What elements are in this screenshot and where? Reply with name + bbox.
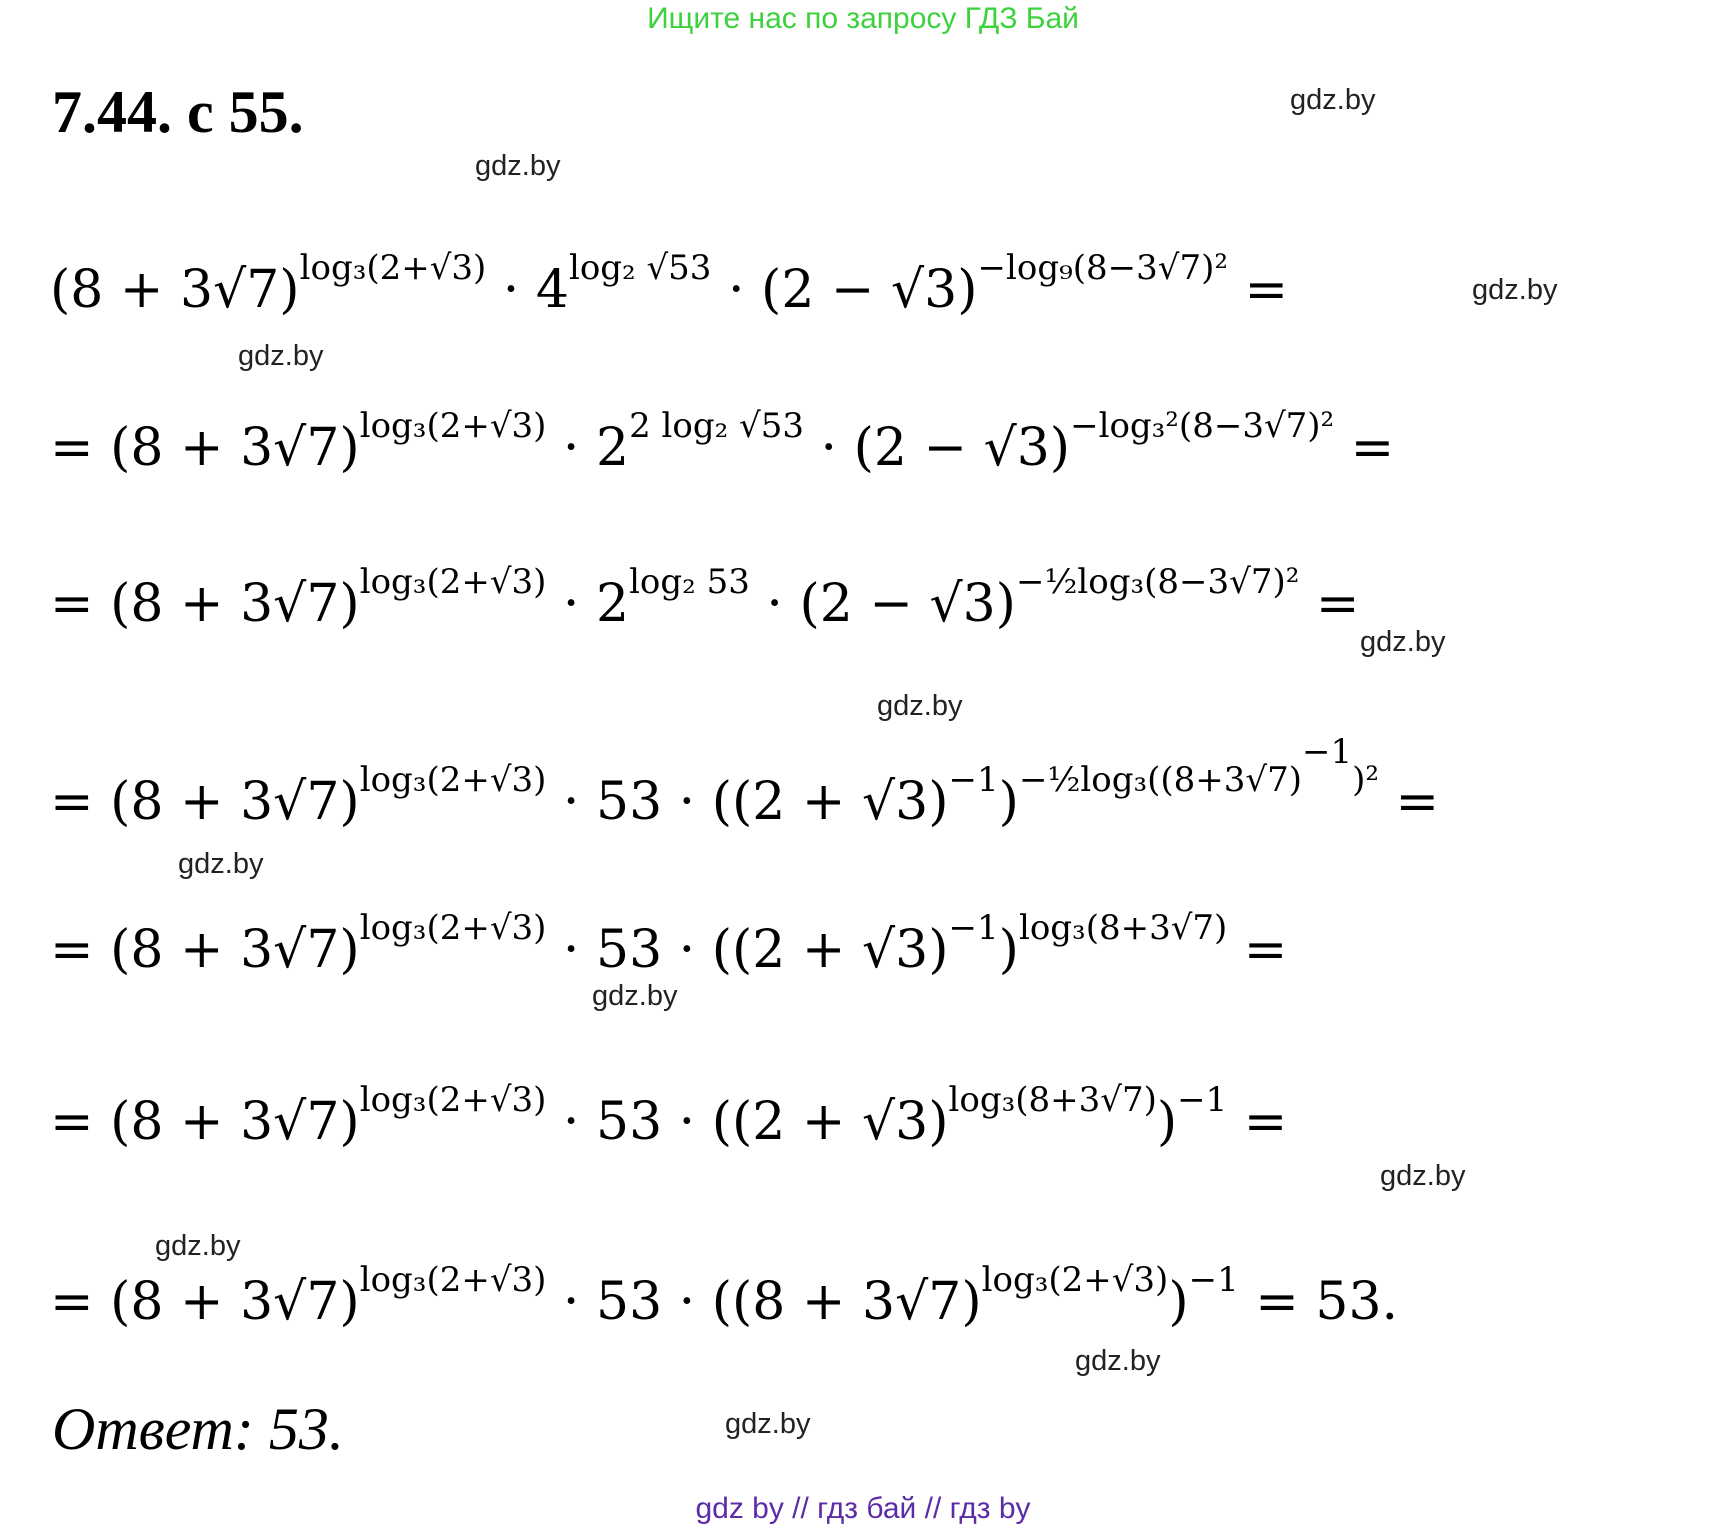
watermark: gdz.by [592, 980, 678, 1012]
equation-line-4: = $(8 + 3√7)^{log_3(2+√3)} \cdot 53 \cdot ((2 + √3)^{-1})^{-\frac{1}{2}log_3((8+3√7)^{-1})^2}$ = [50, 732, 1440, 832]
watermark: gdz.by [1360, 626, 1446, 658]
watermark: gdz.by [1290, 84, 1376, 116]
equation-line-2: = $(8 + 3√7)^{log_3(2+√3)} \cdot 2^{2 log_2 √53} \cdot (2 - √3)^{-log_3^2(8-3√7)^2}$ = [50, 406, 1395, 478]
equation-line-7: = $(8 + 3√7)^{log_3(2+√3)} \cdot 53 \cdot ((8 + 3√7)^{log_3(2+√3)})^{-1} = 53$. [50, 1260, 1399, 1332]
equation-line-5: = $(8 + 3√7)^{log_3(2+√3)} \cdot 53 \cdot ((2 + √3)^{-1})^{log_3(8+3√7)}$ = [50, 908, 1288, 980]
search-banner: Ищите нас по запросу ГДЗ Бай [647, 2, 1079, 35]
watermark: gdz.by [155, 1230, 241, 1262]
watermark: gdz.by [475, 150, 561, 182]
equation-line-1: $(8 + 3√7)^{log_3(2+√3)} \cdot 4^{log_2 √53} \cdot (2 - √3)^{-log_9(8-3√7)^2}$ = [50, 248, 1289, 320]
equation-line-3: = $(8 + 3√7)^{log_3(2+√3)} \cdot 2^{log_2 53} \cdot (2 - √3)^{-\frac{1}{2}log_3(8-3√7)^2}$ = [50, 562, 1360, 634]
watermark: gdz.by [1075, 1345, 1161, 1377]
equation-line-6: = $(8 + 3√7)^{log_3(2+√3)} \cdot 53 \cdot ((2 + √3)^{log_3(8+3√7)})^{-1}$ = [50, 1080, 1288, 1152]
answer: Ответ: 53. [52, 1396, 344, 1462]
footer-links: gdz by // гдз бай // гдз by [695, 1492, 1031, 1525]
watermark: gdz.by [1472, 274, 1558, 306]
watermark: gdz.by [877, 690, 963, 722]
watermark: gdz.by [1380, 1160, 1466, 1192]
watermark: gdz.by [238, 340, 324, 372]
watermark: gdz.by [178, 848, 264, 880]
exercise-title: 7.44. с 55. [52, 79, 304, 145]
watermark: gdz.by [725, 1408, 811, 1440]
